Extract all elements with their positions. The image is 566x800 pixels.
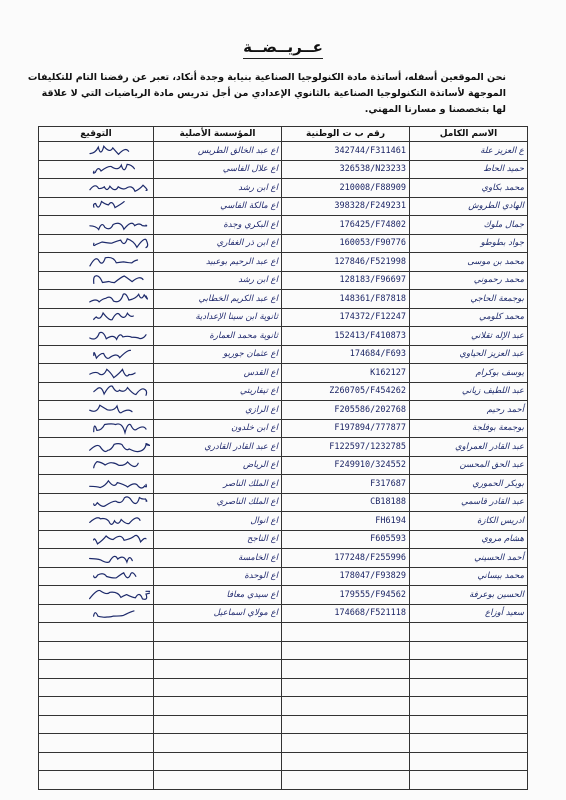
- table-row: [39, 734, 528, 753]
- cell-signature: [39, 382, 154, 401]
- header-full-name: الاسم الكامل: [410, 127, 528, 142]
- cell-national-id: 174684/F693: [282, 345, 410, 364]
- cell-institution: اع الناجح: [154, 530, 282, 549]
- cell-full-name: ادريس الكازة: [410, 512, 528, 531]
- cell-full-name: عبد القادر العمراوي: [410, 438, 528, 457]
- table-row: [39, 752, 528, 771]
- cell-signature: [39, 142, 154, 161]
- handwritten-signature: [80, 180, 150, 196]
- cell-institution: اع انوال: [154, 512, 282, 531]
- cell-national-id: [282, 697, 410, 716]
- signature-stroke: [94, 573, 136, 578]
- cell-national-id: [282, 641, 410, 660]
- cell-institution: اع علال الفاسي: [154, 160, 282, 179]
- cell-national-id: 326538/N23233: [282, 160, 410, 179]
- table-row: [39, 530, 528, 549]
- cell-signature: [39, 586, 154, 605]
- cell-full-name: سعيد أوزاع: [410, 604, 528, 623]
- table-row: [39, 697, 528, 716]
- table-row: [39, 327, 528, 346]
- signature-stroke: [94, 497, 147, 507]
- cell-full-name: محمد كلومي: [410, 308, 528, 327]
- table-row: [39, 567, 528, 586]
- cell-signature: [39, 623, 154, 642]
- handwritten-signature: [80, 161, 150, 177]
- cell-institution: اع عبد الخالق الطريس: [154, 142, 282, 161]
- cell-full-name: محمد بيساني: [410, 567, 528, 586]
- cell-full-name: عبد الإله تقلاني: [410, 327, 528, 346]
- cell-full-name: الحسين بوعرفة: [410, 586, 528, 605]
- cell-national-id: 174372/F12247: [282, 308, 410, 327]
- cell-full-name: عبد العزيز الحياوي: [410, 345, 528, 364]
- signature-stroke: [94, 276, 143, 284]
- signature-stroke: [94, 351, 131, 359]
- cell-institution: [154, 660, 282, 679]
- cell-institution: اع ابن خلدون: [154, 419, 282, 438]
- handwritten-signature: [80, 254, 150, 270]
- cell-full-name: [410, 641, 528, 660]
- cell-signature: [39, 456, 154, 475]
- cell-institution: اع ابن رشد: [154, 179, 282, 198]
- cell-signature: [39, 234, 154, 253]
- cell-signature: [39, 253, 154, 272]
- cell-institution: [154, 771, 282, 790]
- handwritten-signature: [80, 309, 150, 325]
- cell-national-id: [282, 678, 410, 697]
- signature-stroke: [90, 443, 150, 451]
- handwritten-signature: [80, 328, 150, 344]
- handwritten-signature: [80, 531, 150, 547]
- cell-institution: اع عبد القادر القادري: [154, 438, 282, 457]
- table-row: [39, 512, 528, 531]
- table-row: [39, 179, 528, 198]
- cell-full-name: بوبكر الحموري: [410, 475, 528, 494]
- cell-institution: [154, 641, 282, 660]
- cell-full-name: الهادي الطروش: [410, 197, 528, 216]
- cell-national-id: 152413/F410873: [282, 327, 410, 346]
- cell-full-name: محمد بن موسى: [410, 253, 528, 272]
- signature-stroke: [90, 481, 147, 488]
- cell-institution: اع الملك الناصر: [154, 475, 282, 494]
- cell-full-name: [410, 697, 528, 716]
- intro-line: لها بتخصصنا و مسارنا المهني.: [364, 104, 506, 115]
- handwritten-signature: [80, 291, 150, 307]
- cell-institution: اع الوحدة: [154, 567, 282, 586]
- table-row: [39, 549, 528, 568]
- cell-national-id: [282, 660, 410, 679]
- cell-full-name: [410, 752, 528, 771]
- cell-national-id: F205586/202768: [282, 401, 410, 420]
- cell-national-id: K162127: [282, 364, 410, 383]
- cell-signature: [39, 197, 154, 216]
- cell-institution: [154, 623, 282, 642]
- signature-stroke: [94, 386, 147, 395]
- handwritten-signature: [80, 476, 150, 492]
- cell-institution: اع مولاي اسماعيل: [154, 604, 282, 623]
- cell-national-id: 179555/F94562: [282, 586, 410, 605]
- header-signature: التوقيع: [39, 127, 154, 142]
- cell-national-id: Z260705/F454262: [282, 382, 410, 401]
- table-row: [39, 678, 528, 697]
- handwritten-signature: [80, 272, 150, 288]
- signature-stroke: [94, 239, 148, 248]
- cell-signature: [39, 475, 154, 494]
- signature-stroke: [90, 257, 138, 265]
- cell-signature: [39, 160, 154, 179]
- table-row: [39, 641, 528, 660]
- cell-national-id: F122597/1232785: [282, 438, 410, 457]
- cell-full-name: جواد بطوطو: [410, 234, 528, 253]
- signature-stroke: [94, 611, 134, 617]
- intro-line: نحن الموقعين أسفله، أساتذة مادة الكنولوجيا الصناعية بنيابة وجدة أنكاد، تعبر عن رفضنا التام للتكليفات: [27, 72, 506, 83]
- cell-institution: اع ابن رشد: [154, 271, 282, 290]
- cell-institution: [154, 715, 282, 734]
- signature-stroke: [90, 405, 132, 412]
- cell-full-name: محمد بكاوي: [410, 179, 528, 198]
- table-row: [39, 660, 528, 679]
- table-row: [39, 438, 528, 457]
- cell-full-name: [410, 623, 528, 642]
- cell-national-id: 398328/F249231: [282, 197, 410, 216]
- cell-full-name: [410, 678, 528, 697]
- signature-stroke: [90, 332, 146, 339]
- signature-stroke: [94, 424, 146, 433]
- cell-signature: [39, 752, 154, 771]
- cell-full-name: أحمد رحيم: [410, 401, 528, 420]
- cell-signature: [39, 401, 154, 420]
- handwritten-signature: [80, 420, 150, 436]
- cell-national-id: [282, 623, 410, 642]
- table-header-row: [39, 127, 528, 142]
- cell-national-id: [282, 752, 410, 771]
- handwritten-signature: [80, 198, 150, 214]
- signature-stroke: [94, 462, 139, 468]
- cell-institution: اع تيفاريتي: [154, 382, 282, 401]
- cell-institution: اع عبد الكريم الخطابي: [154, 290, 282, 309]
- cell-institution: اع الخامسة: [154, 549, 282, 568]
- table-row: [39, 771, 528, 790]
- table-row: [39, 586, 528, 605]
- signature-stroke: [90, 185, 147, 191]
- cell-full-name: [410, 715, 528, 734]
- cell-signature: [39, 308, 154, 327]
- table-row: [39, 253, 528, 272]
- table-row: [39, 419, 528, 438]
- table-row: [39, 715, 528, 734]
- cell-full-name: محمد رحموني: [410, 271, 528, 290]
- cell-institution: [154, 697, 282, 716]
- cell-signature: [39, 734, 154, 753]
- table-row: [39, 623, 528, 642]
- handwritten-signature: [80, 346, 150, 362]
- cell-full-name: [410, 734, 528, 753]
- handwritten-signature: [80, 550, 150, 566]
- cell-signature: [39, 549, 154, 568]
- table-row: [39, 216, 528, 235]
- cell-signature: [39, 438, 154, 457]
- cell-national-id: F197894/777877: [282, 419, 410, 438]
- cell-signature: [39, 493, 154, 512]
- cell-national-id: [282, 734, 410, 753]
- title-underline: [243, 58, 323, 59]
- cell-signature: [39, 660, 154, 679]
- cell-national-id: 210008/F88909: [282, 179, 410, 198]
- cell-institution: اع ابن ذر الغفاري: [154, 234, 282, 253]
- cell-national-id: 127846/F521998: [282, 253, 410, 272]
- intro-paragraph: [27, 70, 506, 118]
- handwritten-signature: [80, 513, 150, 529]
- intro-line: الموجهة لأساتذة التكنولوجيا الصناعية بالثانوي الإعدادي من أجل تدريس مادة الرياضيات التي لا علاقة: [41, 88, 506, 99]
- header-national-id: رقم ب ت الوطنية: [282, 127, 410, 142]
- cell-national-id: 178047/F93829: [282, 567, 410, 586]
- cell-full-name: بوجمعة الحاجي: [410, 290, 528, 309]
- cell-signature: [39, 697, 154, 716]
- cell-full-name: [410, 660, 528, 679]
- cell-full-name: عبد الحق المحسن: [410, 456, 528, 475]
- cell-national-id: 160053/F90776: [282, 234, 410, 253]
- cell-institution: اع مالكة الفاسي: [154, 197, 282, 216]
- signature-stroke: [93, 165, 134, 174]
- table-row: [39, 234, 528, 253]
- cell-national-id: 342744/F311461: [282, 142, 410, 161]
- signature-table: [38, 126, 528, 790]
- cell-signature: [39, 678, 154, 697]
- cell-signature: [39, 345, 154, 364]
- cell-national-id: F249910/324552: [282, 456, 410, 475]
- handwritten-signature: [80, 494, 150, 510]
- cell-signature: [39, 290, 154, 309]
- cell-full-name: أحمد الحسيني: [410, 549, 528, 568]
- cell-signature: [39, 512, 154, 531]
- table-row: [39, 290, 528, 309]
- signature-stroke: [94, 313, 134, 320]
- cell-signature: [39, 530, 154, 549]
- cell-signature: [39, 271, 154, 290]
- cell-full-name: عبد اللطيف زياني: [410, 382, 528, 401]
- cell-full-name: يوسف بوكرام: [410, 364, 528, 383]
- handwritten-signature: [80, 568, 150, 584]
- cell-institution: [154, 752, 282, 771]
- signature-stroke: [90, 590, 150, 599]
- cell-institution: ثانوية ابن سينا الإعدادية: [154, 308, 282, 327]
- cell-full-name: [410, 771, 528, 790]
- table-row: [39, 160, 528, 179]
- cell-institution: ثانوية محمد العمارة: [154, 327, 282, 346]
- handwritten-signature: [80, 587, 150, 603]
- cell-institution: اع سيدي معافا: [154, 586, 282, 605]
- handwritten-signature: [80, 439, 150, 455]
- cell-national-id: F317687: [282, 475, 410, 494]
- cell-full-name: ع العزيز علة: [410, 142, 528, 161]
- cell-institution: اع عبد الرحيم بوعبيد: [154, 253, 282, 272]
- cell-national-id: 176425/F74802: [282, 216, 410, 235]
- handwritten-signature: [80, 143, 150, 159]
- table-row: [39, 401, 528, 420]
- table-row: [39, 308, 528, 327]
- document-title: عــريــضــة: [243, 38, 323, 56]
- cell-signature: [39, 715, 154, 734]
- signature-stroke: [90, 556, 133, 562]
- table-row: [39, 364, 528, 383]
- handwritten-signature: [80, 457, 150, 473]
- cell-national-id: [282, 771, 410, 790]
- signature-stroke: [90, 146, 129, 154]
- cell-institution: اع عثمان جوريو: [154, 345, 282, 364]
- table-row: [39, 197, 528, 216]
- cell-national-id: CB18188: [282, 493, 410, 512]
- cell-signature: [39, 216, 154, 235]
- cell-institution: اع الرازي: [154, 401, 282, 420]
- cell-signature: [39, 327, 154, 346]
- cell-signature: [39, 771, 154, 790]
- cell-full-name: حميد الحاط: [410, 160, 528, 179]
- cell-national-id: FH6194: [282, 512, 410, 531]
- table-row: [39, 604, 528, 623]
- signature-stroke: [90, 369, 135, 377]
- signature-stroke: [90, 518, 140, 525]
- cell-signature: [39, 604, 154, 623]
- cell-signature: [39, 567, 154, 586]
- handwritten-signature: [80, 605, 150, 621]
- signature-stroke: [90, 223, 147, 229]
- cell-full-name: عبد القادر قاسمي: [410, 493, 528, 512]
- signature-stroke: [94, 536, 146, 544]
- cell-full-name: هشام مروي: [410, 530, 528, 549]
- cell-signature: [39, 419, 154, 438]
- table-row: [39, 271, 528, 290]
- table-row: [39, 456, 528, 475]
- table-row: [39, 345, 528, 364]
- cell-institution: اع القدس: [154, 364, 282, 383]
- table-row: [39, 382, 528, 401]
- signature-stroke: [94, 202, 125, 208]
- table-row: [39, 475, 528, 494]
- handwritten-signature: [80, 383, 150, 399]
- cell-national-id: F605593: [282, 530, 410, 549]
- table-row: [39, 493, 528, 512]
- handwritten-signature: [80, 402, 150, 418]
- cell-national-id: 174668/F521118: [282, 604, 410, 623]
- cell-national-id: 148361/F87818: [282, 290, 410, 309]
- cell-signature: [39, 179, 154, 198]
- cell-national-id: 177248/F255996: [282, 549, 410, 568]
- cell-signature: [39, 364, 154, 383]
- cell-national-id: [282, 715, 410, 734]
- cell-full-name: جمال ملوك: [410, 216, 528, 235]
- handwritten-signature: [80, 217, 150, 233]
- header-institution: المؤسسة الأصلية: [154, 127, 282, 142]
- table-body: [39, 142, 528, 790]
- cell-institution: اع البكري وجدة: [154, 216, 282, 235]
- cell-full-name: بوجمعة بوفلجة: [410, 419, 528, 438]
- cell-institution: اع الملك الناصري: [154, 493, 282, 512]
- handwritten-signature: [80, 365, 150, 381]
- cell-national-id: 128183/F96697: [282, 271, 410, 290]
- handwritten-signature: [80, 235, 150, 251]
- cell-institution: [154, 678, 282, 697]
- cell-institution: اع الرياض: [154, 456, 282, 475]
- signature-stroke: [90, 294, 148, 302]
- cell-signature: [39, 641, 154, 660]
- cell-institution: [154, 734, 282, 753]
- table-row: [39, 142, 528, 161]
